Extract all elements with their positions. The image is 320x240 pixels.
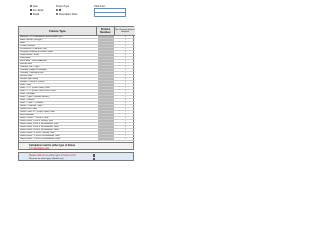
fixture-name: Hose Bibb - each additional <box>20 60 47 62</box>
fixture-name: Clothes washer <box>20 45 36 47</box>
fixture-name: Sinks - Bar <box>20 84 31 86</box>
fixture-result: 0 <box>124 51 127 53</box>
fixture-result: 0 <box>124 60 127 62</box>
fixture-name: Sinks - Type 2 (Blood Service) <box>20 96 50 98</box>
fixture-name: Bidet <box>20 42 25 44</box>
notice-line-1: Please click on an either type of fixture (0 0) <box>29 154 76 158</box>
fixture-name: Water closet - 3.5GPF Gravity Tank <box>20 132 55 134</box>
fixture-name: Water Closet - 1.28GPF Tank <box>20 117 49 119</box>
fixture-name: Sinks - 1.5" (Flush Valve) Flush Tank <box>20 90 56 92</box>
fixture-name: Bidet Fixtures (all type) <box>20 39 43 41</box>
project-a-radio[interactable] <box>56 9 58 11</box>
fixture-result: 0 <box>124 78 127 80</box>
fixture-result: 0 <box>124 39 127 41</box>
fixture-name: Water closet 1.6GPF Gravity Tank <box>20 120 53 122</box>
fixture-result: 0 <box>124 132 127 134</box>
fixture-result: 0 <box>124 126 127 128</box>
new-label: New <box>33 4 38 8</box>
fixture-result: 0 <box>124 72 127 74</box>
fixture-result: 0 <box>124 93 127 95</box>
fixture-result: 0 <box>124 105 127 107</box>
fixture-result: 0 <box>124 57 127 59</box>
fixture-result: 0 <box>124 42 127 44</box>
table-row <box>19 138 135 141</box>
fixture-name: Floor drain <box>20 57 31 59</box>
fixture-name: Lavatory / Individual Set <box>20 72 44 74</box>
fixture-name: Urinal - Pedestal / Stall <box>20 105 43 107</box>
fixture-name: Drinking Fountain or Water Cooler <box>20 51 54 53</box>
fixture-number-input[interactable] <box>98 138 114 140</box>
new-radio[interactable] <box>30 5 32 7</box>
summary-band <box>18 143 134 150</box>
fixture-name: Fixture drain / Floor <box>20 54 39 56</box>
fixture-result: 0 <box>124 87 127 89</box>
summary-line-1: Calculation total for either type of fixture <box>29 143 76 147</box>
fixture-type-header: Fixture Type <box>19 27 97 36</box>
summary-line-2: 0 0 calculated units <box>29 146 50 150</box>
fixture-result: 0 <box>124 45 127 47</box>
fixture-name: Dishwasher / Domestic (all) <box>20 48 47 50</box>
fixture-result: 0 <box>124 54 127 56</box>
fixture-name: Water closet - 3.5GPF Flushometer Valve <box>20 138 61 140</box>
fixture-name: Sinks - Service <box>20 99 35 101</box>
fixture-result: 0 <box>124 114 127 116</box>
fixture-name: Sinks - Multiple <box>20 93 35 95</box>
fixture-name: Wash fountain <box>20 114 34 116</box>
fixture-result: 0 <box>124 63 127 65</box>
fixture-name: Sinks - Clinic / 3 Station <box>20 102 44 104</box>
fixture-name: Bathtub / 1.5 Combination Bath/shower (all) <box>20 36 63 38</box>
notes-field[interactable] <box>94 12 126 17</box>
fixture-name: Water closet - 3.5GPF Flushometer Tank <box>20 135 60 137</box>
header-area <box>14 3 134 23</box>
notice-line-2: Reserve for other types (Retail use) <box>29 158 64 160</box>
fixture-name: Water closet 1.6GPF Flushometer Tank <box>20 123 59 125</box>
reserve-checkbox[interactable] <box>93 158 95 160</box>
fixture-result: 0 <box>124 102 127 104</box>
fixture-result: 0 <box>124 36 127 38</box>
fixture-result: 0 <box>124 129 127 131</box>
fixture-result: 0 <box>124 99 127 101</box>
renovation-checkbox[interactable] <box>59 9 61 11</box>
fixture-result: 0 <box>124 138 127 140</box>
fixture-result: 0 <box>124 84 127 86</box>
notice-band <box>18 152 134 161</box>
ext-work-label: Ext. Work <box>33 8 44 12</box>
fixture-result: 0 <box>124 48 127 50</box>
fixture-result: 0 <box>124 90 127 92</box>
retail-checkbox[interactable] <box>30 13 32 15</box>
notice-checkbox[interactable] <box>93 154 95 156</box>
fixture-name: Water closet 1.6GPF Flushometer Valve <box>20 126 59 128</box>
retail-label: Retail <box>33 12 40 16</box>
fixture-result: 0 <box>124 66 127 68</box>
fixture-name: Lavatory (single or multiple) <box>20 69 47 71</box>
fixture-name: Water closet 1.6GPF Flushometer Valve <box>20 129 59 131</box>
fixture-result: 0 <box>124 111 127 113</box>
ext-work-checkbox[interactable] <box>30 9 32 11</box>
fixture-result: 0 <box>124 123 127 125</box>
fixture-result: 0 <box>124 69 127 71</box>
fixture-table <box>18 26 134 143</box>
fixture-name: Shower - (Stall) & (Valve) <box>20 81 45 83</box>
fixture-name: Shower (per head) <box>20 78 39 80</box>
fixture-name: Sinks - 1.5" (Flush Valve) Tank <box>20 87 50 89</box>
result-header: Min. Plumbing Fixtures Required <box>115 27 135 36</box>
fixture-result: 0 <box>124 135 127 137</box>
renovation-label: Renovation Work <box>59 12 78 16</box>
fixture-result: 0 <box>124 117 127 119</box>
project-type-label: Project Type <box>56 4 70 8</box>
total-area-label: Total Area: <box>94 4 106 8</box>
fixture-name: Kitchen sink <box>20 63 32 65</box>
fixture-name: Laundry Tub / Trays <box>20 66 40 68</box>
fixture-result: 0 <box>124 96 127 98</box>
fixture-result: 0 <box>124 81 127 83</box>
fixture-result: 0 <box>124 108 127 110</box>
fixture-name: Urinal / Wall 1.5" (Flush Valve) Tank <box>20 111 55 113</box>
fixture-result: 0 <box>124 120 127 122</box>
fixture-name: Service Sink <box>20 75 33 77</box>
project-b-radio[interactable] <box>56 13 58 15</box>
fixture-number-header: Fixture Number <box>97 27 115 36</box>
fixture-result: 0 <box>124 75 127 77</box>
fixture-name: Urinal Flush Tank <box>20 108 37 110</box>
